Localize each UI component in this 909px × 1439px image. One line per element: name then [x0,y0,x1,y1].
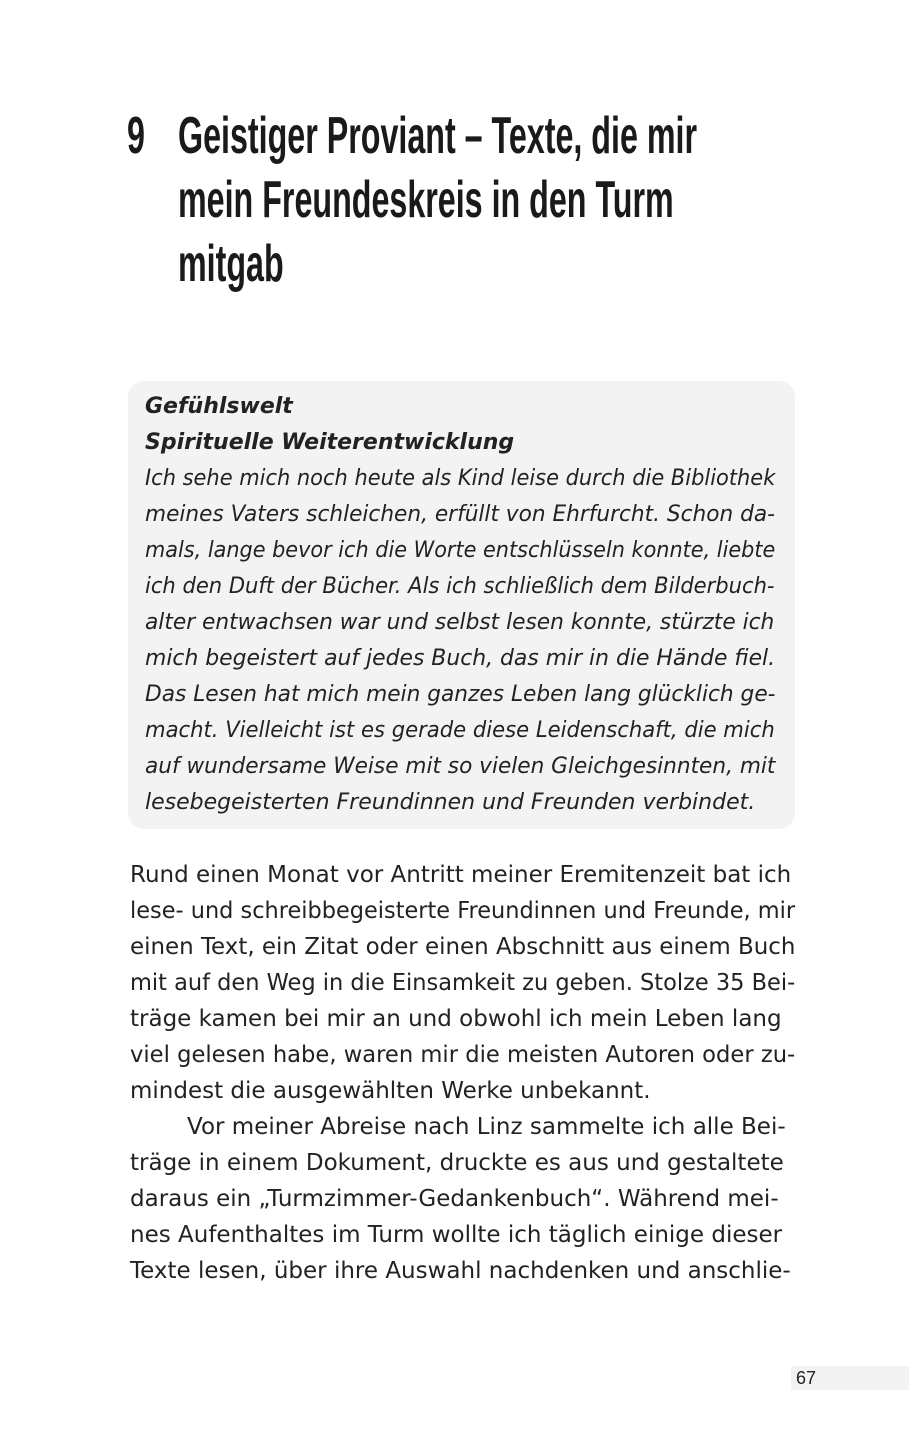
box-line: Ich sehe mich noch heute als Kind leise durch die Bibliothek [145,466,776,491]
chapter-title-line: Geistiger Proviant – Texte, die mir [178,107,698,165]
body-line: lese- und schreibbegeisterte Freundinnen und Freunde, mir [130,898,796,924]
body-line: viel gelesen habe, waren mir die meisten Autoren oder zu- [130,1042,796,1068]
chapter-title [178,104,697,296]
body-line: mindest die ausgewählten Werke unbekannt. [130,1078,651,1104]
box-line: ich den Duft der Bücher. Als ich schließlich dem Bilderbuch- [145,574,775,599]
box-line: mich begeistert auf jedes Buch, das mir in die Hände fiel. [145,646,776,671]
body-line: träge in einem Dokument, druckte es aus und gestaltete [130,1150,784,1176]
box-line: meines Vaters schleichen, erfüllt von Ehrfurcht. Schon da- [145,502,775,527]
box-line: auf wundersame Weise mit so vielen Gleichgesinnten, mit [145,754,776,779]
body-line: träge kamen bei mir an und obwohl ich mein Leben lang [130,1006,782,1032]
box-line: Das Lesen hat mich mein ganzes Leben lang glücklich ge- [145,682,776,707]
body-line: Vor meiner Abreise nach Linz sammelte ich alle Bei- [187,1114,786,1140]
chapter-number: 9 [127,107,145,165]
body-line: Rund einen Monat vor Antritt meiner Eremitenzeit bat ich [130,862,792,888]
chapter-title-line: mitgab [178,235,284,293]
body-line: daraus ein „Turmzimmer-Gedankenbuch“. Während mei- [130,1186,779,1212]
page-number: 67 [796,1368,817,1388]
box-heading-2: Spirituelle Weiterentwicklung [145,430,515,455]
box-line: macht. Vielleicht ist es gerade diese Leidenschaft, die mich [145,718,775,743]
box-line: lesebegeisterten Freundinnen und Freunden verbindet. [145,790,756,815]
body-line: Texte lesen, über ihre Auswahl nachdenken und anschlie- [130,1258,791,1284]
chapter-title-line: mein Freundeskreis in den Turm [178,171,674,229]
box-line: mals, lange bevor ich die Worte entschlüsseln konnte, liebte [145,538,776,563]
body-line: einen Text, ein Zitat oder einen Abschnitt aus einem Buch [130,934,796,960]
body-line: nes Aufenthaltes im Turm wollte ich täglich einige dieser [130,1222,783,1248]
body-line: mit auf den Weg in die Einsamkeit zu geben. Stolze 35 Bei- [130,970,796,996]
box-heading-1: Gefühlswelt [145,394,293,419]
box-line: alter entwachsen war und selbst lesen konnte, stürzte ich [145,610,775,635]
